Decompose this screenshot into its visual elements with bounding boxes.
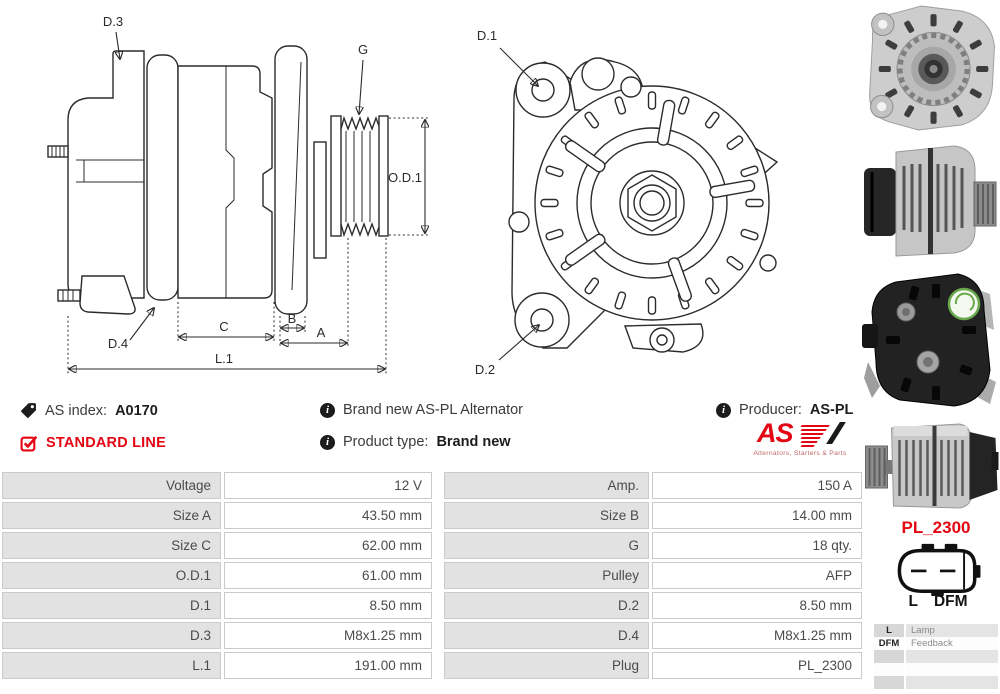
tag-icon xyxy=(20,402,37,419)
plug-connector-diagram xyxy=(888,541,988,597)
spec-value: 8.50 mm xyxy=(224,592,432,619)
legend-pin xyxy=(874,650,904,663)
legend-pin: L xyxy=(874,624,904,637)
product-photo-side-pulley[interactable] xyxy=(862,418,1000,514)
product-type xyxy=(320,434,511,450)
as-index xyxy=(20,402,158,419)
product-photo-side[interactable] xyxy=(862,138,1000,264)
spec-value: AFP xyxy=(652,562,862,589)
technical-drawing-front-view xyxy=(455,10,790,382)
spec-label: Voltage xyxy=(2,472,221,499)
spec-value: 150 A xyxy=(652,472,862,499)
product-description-text: Brand new AS-PL Alternator xyxy=(343,402,524,418)
dim-label-d2: D.2 xyxy=(474,362,496,377)
dim-label-d4: D.4 xyxy=(107,336,129,351)
spec-label: G xyxy=(444,532,649,559)
standard-line-badge xyxy=(20,434,166,452)
spec-label: D.2 xyxy=(444,592,649,619)
dim-label-b: B xyxy=(287,311,297,326)
dim-label-l1: L.1 xyxy=(214,351,234,366)
info-icon: i xyxy=(716,403,731,418)
standard-line-label: STANDARD LINE xyxy=(46,435,166,451)
as-index-label: AS index: xyxy=(45,402,108,419)
product-photo-front[interactable] xyxy=(862,2,1000,134)
dim-label-g: G xyxy=(357,42,369,57)
pin-legend-table xyxy=(874,624,998,689)
spec-value: M8x1.25 mm xyxy=(224,622,432,649)
spec-value: 12 V xyxy=(224,472,432,499)
legend-pin xyxy=(874,663,904,676)
spec-value: 62.00 mm xyxy=(224,532,432,559)
product-description xyxy=(320,402,523,418)
pin-l-label: L xyxy=(908,593,918,610)
dim-label-d3: D.3 xyxy=(102,14,124,29)
product-type-label: Product type: xyxy=(343,434,429,450)
as-logo-stripes xyxy=(801,425,829,449)
spec-label: Size A xyxy=(2,502,221,529)
spec-value: 61.00 mm xyxy=(224,562,432,589)
spec-value: 18 qty. xyxy=(652,532,862,559)
spec-value: M8x1.25 mm xyxy=(652,622,862,649)
spec-label: Size C xyxy=(2,532,221,559)
spec-label: D.1 xyxy=(2,592,221,619)
spec-label: D.3 xyxy=(2,622,221,649)
info-icon: i xyxy=(320,435,335,450)
spec-value: PL_2300 xyxy=(652,652,862,679)
checkbox-checked-icon xyxy=(20,434,38,452)
dim-label-c: C xyxy=(219,319,229,334)
producer-label: Producer: xyxy=(739,402,802,418)
legend-desc xyxy=(906,663,998,676)
as-logo-text: AS xyxy=(757,418,793,448)
spec-label: Amp. xyxy=(444,472,649,499)
spec-label: O.D.1 xyxy=(2,562,221,589)
spec-value: 8.50 mm xyxy=(652,592,862,619)
as-pl-logo xyxy=(752,418,848,457)
spec-label: Pulley xyxy=(444,562,649,589)
technical-drawing-side-view xyxy=(18,0,448,394)
as-index-value: A0170 xyxy=(115,402,158,419)
plug-pin-labels xyxy=(888,593,988,611)
legend-desc: Feedback xyxy=(906,637,998,650)
dim-label-a: A xyxy=(316,325,326,340)
info-icon: i xyxy=(320,403,335,418)
spec-label: Size B xyxy=(444,502,649,529)
product-photo-rear[interactable] xyxy=(862,266,1000,416)
legend-pin xyxy=(874,676,904,689)
spec-value: 43.50 mm xyxy=(224,502,432,529)
legend-pin: DFM xyxy=(874,637,904,650)
pin-dfm-label: DFM xyxy=(933,593,968,610)
legend-desc xyxy=(906,676,998,689)
spec-label: L.1 xyxy=(2,652,221,679)
dim-label-od1: O.D.1 xyxy=(388,170,422,185)
spec-table xyxy=(2,472,862,679)
product-type-value: Brand new xyxy=(436,434,511,450)
spec-label: Plug xyxy=(444,652,649,679)
as-logo-tagline: Alternators, Starters & Parts xyxy=(753,450,847,457)
dim-label-d1: D.1 xyxy=(476,28,498,43)
legend-desc xyxy=(906,650,998,663)
legend-desc: Lamp xyxy=(906,624,998,637)
spec-value: 14.00 mm xyxy=(652,502,862,529)
producer-value: AS-PL xyxy=(809,402,854,418)
plug-name: PL_2300 xyxy=(901,518,971,537)
spec-value: 191.00 mm xyxy=(224,652,432,679)
spec-label: D.4 xyxy=(444,622,649,649)
producer xyxy=(716,402,853,418)
